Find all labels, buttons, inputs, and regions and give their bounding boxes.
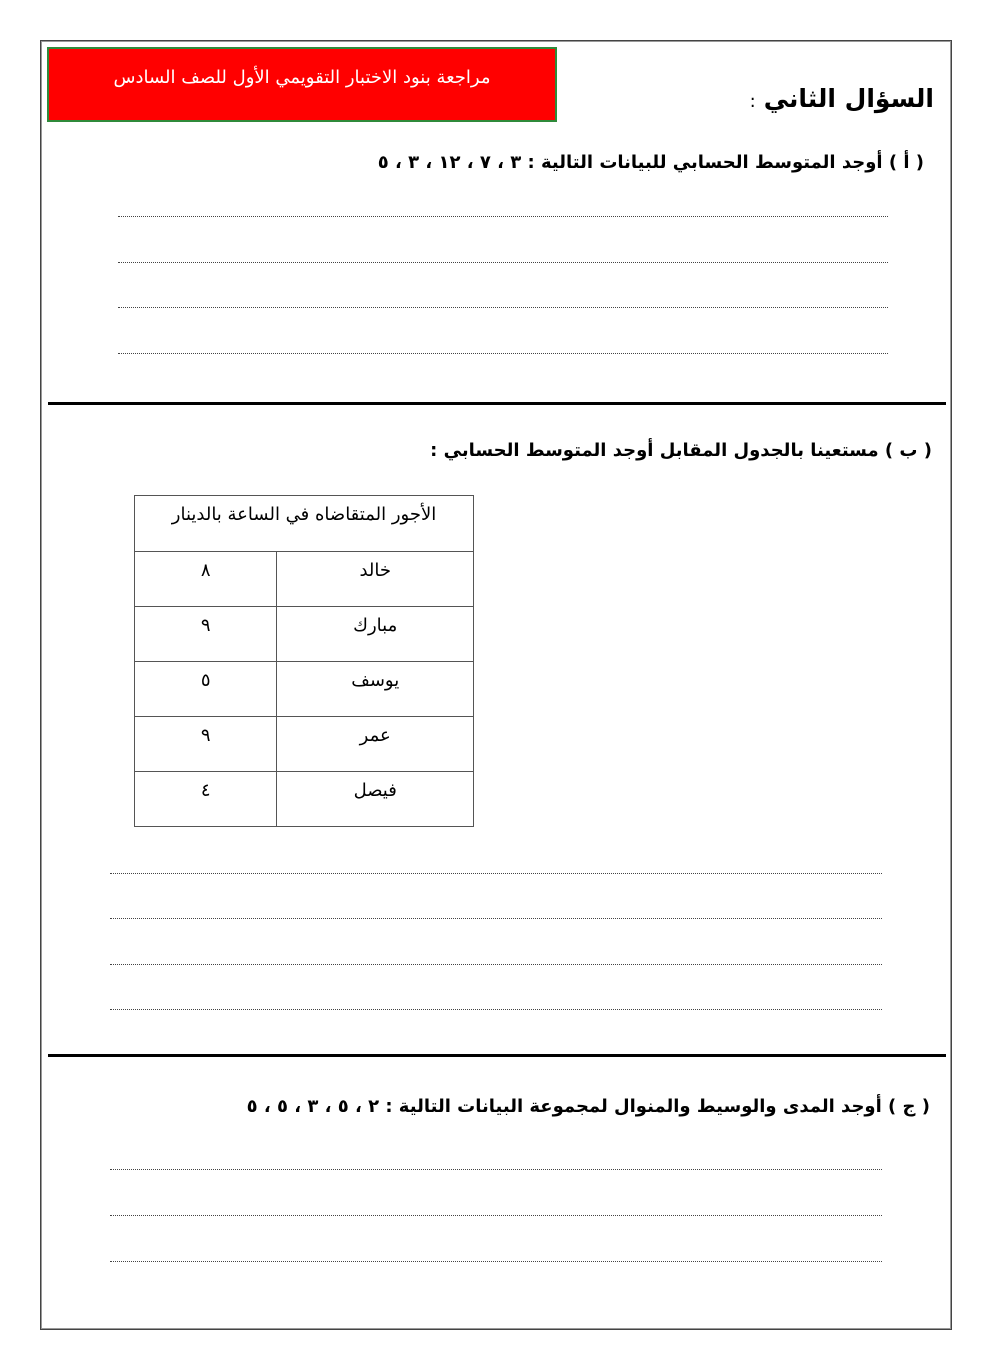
banner-title: مراجعة بنود الاختبار التقويمي الأول للصف السادس	[113, 67, 491, 88]
table-row	[135, 717, 474, 772]
table-cell-value: ٩	[135, 607, 277, 662]
answer-line-b2[interactable]	[110, 918, 882, 919]
table-row	[135, 772, 474, 827]
table-cell-name: مبارك	[277, 607, 474, 662]
table-header-row	[135, 496, 474, 552]
answer-line-c2[interactable]	[110, 1215, 882, 1216]
table-row	[135, 662, 474, 717]
answer-line-c1[interactable]	[110, 1169, 882, 1170]
table-row	[135, 607, 474, 662]
table-cell-name: عمر	[277, 717, 474, 772]
section-divider-2	[48, 1054, 946, 1057]
answer-line-b3[interactable]	[110, 964, 882, 965]
part-b-question: ( ب ) مستعينا بالجدول المقابل أوجد المتوسط الحسابي :	[430, 440, 932, 461]
table-cell-value: ٥	[135, 662, 277, 717]
question-title-text: السؤال الثاني	[763, 84, 934, 113]
answer-line-a4[interactable]	[118, 353, 888, 354]
answer-line-a2[interactable]	[118, 262, 888, 263]
table-cell-value: ٩	[135, 717, 277, 772]
wages-table	[134, 495, 474, 827]
table-cell-value: ٨	[135, 552, 277, 607]
part-c-question: ( ج ) أوجد المدى والوسيط والمنوال لمجموعة البيانات التالية : ٢ ، ٥ ، ٣ ، ٥ ، ٥	[246, 1096, 930, 1117]
part-a-question: ( أ ) أوجد المتوسط الحسابي للبيانات التالية : ٣ ، ٧ ، ١٢ ، ٣ ، ٥	[377, 152, 924, 173]
table-cell-name: يوسف	[277, 662, 474, 717]
table-cell-value: ٤	[135, 772, 277, 827]
table-row	[135, 552, 474, 607]
table-cell-name: خالد	[277, 552, 474, 607]
question-title-colon: :	[749, 91, 756, 112]
table-header: الأجور المتقاضاه في الساعة بالدينار	[135, 496, 474, 552]
answer-line-a3[interactable]	[118, 307, 888, 308]
section-divider-1	[48, 402, 946, 405]
header-banner	[47, 47, 557, 122]
question-title	[750, 84, 934, 113]
table-cell-name: فيصل	[277, 772, 474, 827]
answer-line-b4[interactable]	[110, 1009, 882, 1010]
answer-line-b1[interactable]	[110, 873, 882, 874]
answer-line-a1[interactable]	[118, 216, 888, 217]
answer-line-c3[interactable]	[110, 1261, 882, 1262]
